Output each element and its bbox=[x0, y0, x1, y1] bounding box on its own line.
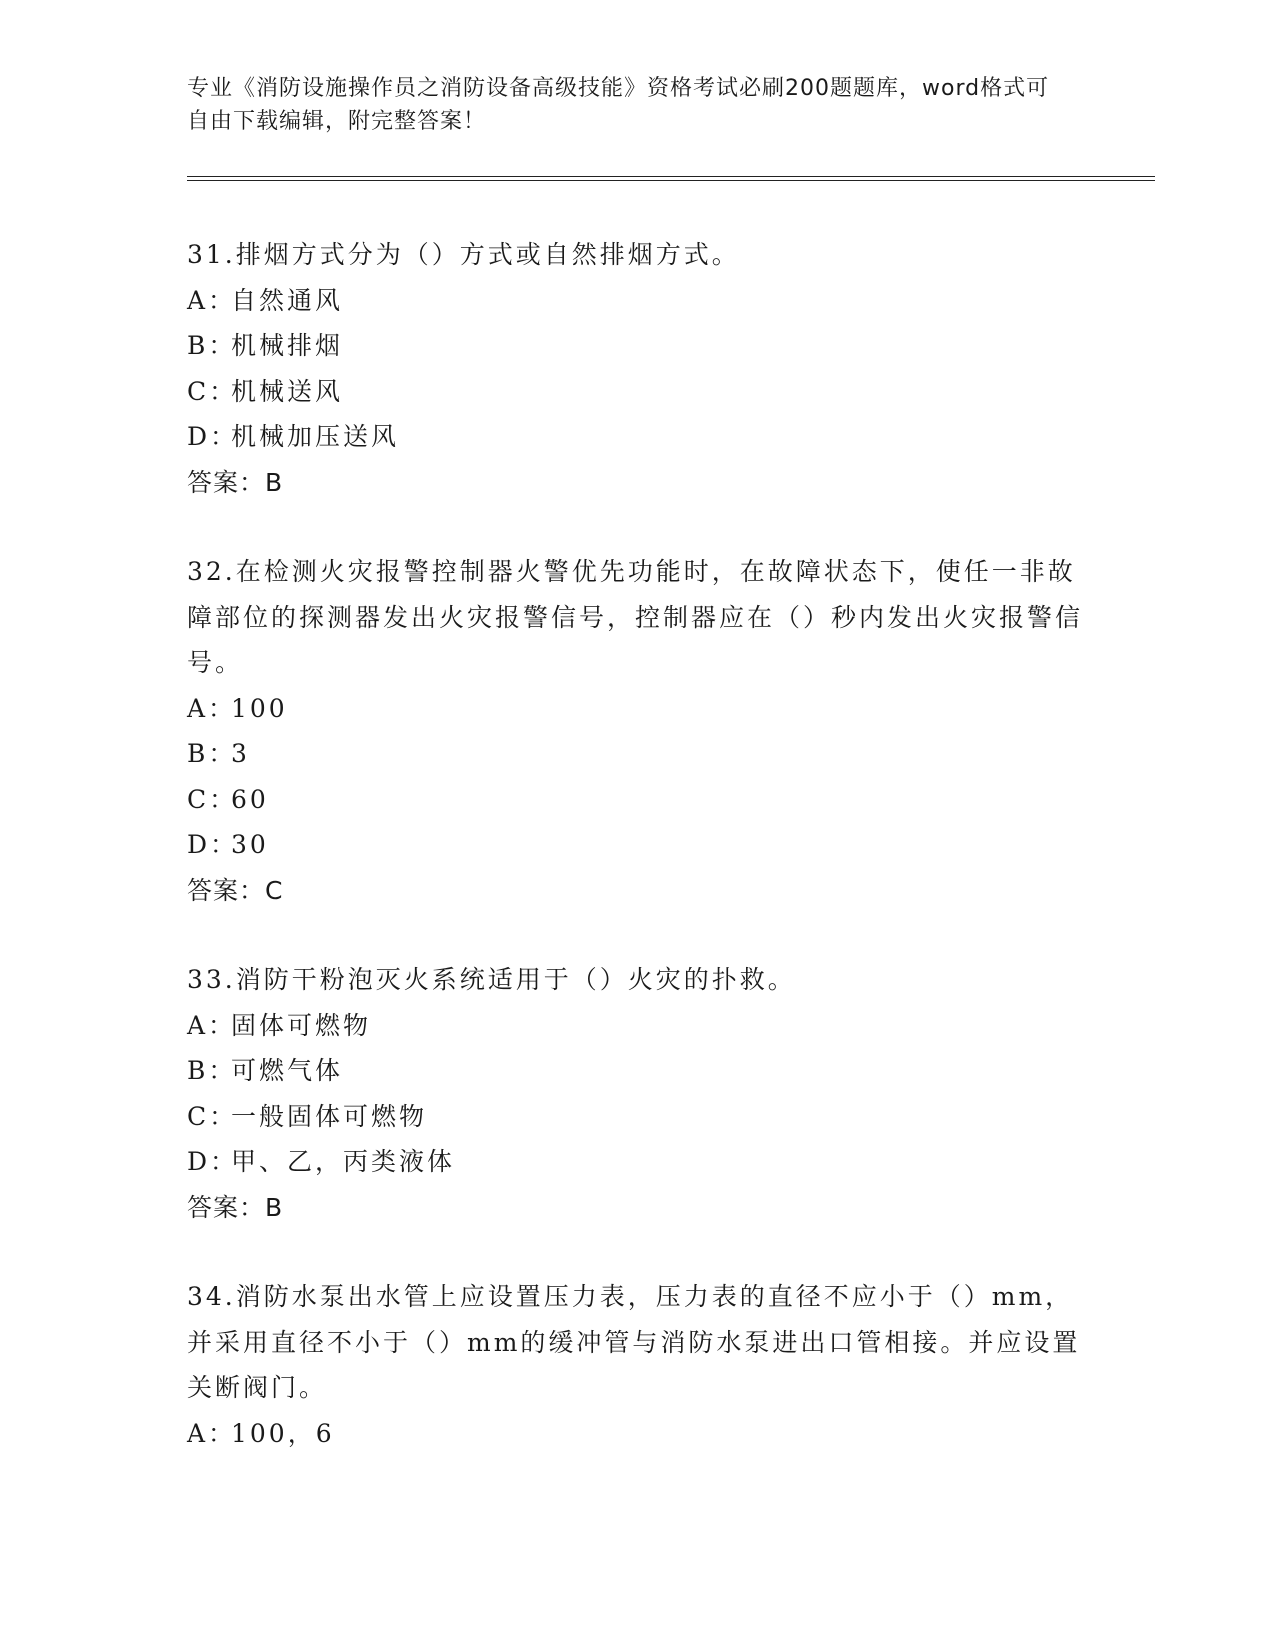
question-stem: 31.排烟方式分为（）方式或自然排烟方式。 bbox=[187, 240, 740, 269]
option-text: 机械加压送风 bbox=[231, 422, 400, 451]
option-c bbox=[187, 1094, 1087, 1140]
option-b bbox=[187, 731, 1087, 777]
question-list bbox=[187, 232, 1087, 1500]
option-key: C： bbox=[187, 784, 238, 814]
question-stem: 32.在检测火灾报警控制器火警优先功能时，在故障状态下，使任一非故障部位的探测器发出火灾报警信号，控制器应在（）秒内发出火灾报警信号。 bbox=[187, 557, 1084, 677]
option-key: B： bbox=[187, 739, 237, 768]
option-b bbox=[187, 1048, 1087, 1094]
answer-line: 答案：B bbox=[187, 1192, 284, 1222]
answer-line: 答案：C bbox=[187, 875, 284, 905]
header-divider bbox=[187, 176, 1155, 181]
option-text: 可燃气体 bbox=[231, 1056, 344, 1085]
option-text: 100 bbox=[231, 693, 288, 723]
question-31 bbox=[187, 232, 1087, 505]
option-key: D： bbox=[187, 422, 239, 451]
option-text: 机械送风 bbox=[231, 376, 344, 406]
option-text: 30 bbox=[231, 830, 269, 859]
option-a bbox=[187, 278, 1087, 324]
document-header: 专业《消防设施操作员之消防设备高级技能》资格考试必刷200题题库，word格式可自由下载编辑，附完整答案！ bbox=[187, 76, 1050, 134]
option-d bbox=[187, 1139, 1087, 1185]
option-d bbox=[187, 822, 1087, 868]
option-a bbox=[187, 1411, 1087, 1457]
option-text: 甲、乙，丙类液体 bbox=[231, 1147, 456, 1176]
option-text: 100，6 bbox=[231, 1418, 335, 1448]
option-key: A： bbox=[187, 285, 237, 315]
option-d bbox=[187, 414, 1087, 460]
option-key: A： bbox=[187, 1418, 237, 1448]
option-text: 固体可燃物 bbox=[231, 1010, 372, 1040]
option-key: A： bbox=[187, 1010, 237, 1040]
option-text: 一般固体可燃物 bbox=[231, 1101, 428, 1131]
option-a bbox=[187, 686, 1087, 732]
option-text: 60 bbox=[231, 784, 269, 814]
option-text: 机械排烟 bbox=[231, 331, 344, 360]
option-key: C： bbox=[187, 376, 238, 406]
question-stem: 33.消防干粉泡灭火系统适用于（）火灾的扑救。 bbox=[187, 965, 796, 994]
option-text: 自然通风 bbox=[231, 285, 344, 315]
option-key: B： bbox=[187, 1056, 237, 1085]
option-key: D： bbox=[187, 830, 239, 859]
question-33 bbox=[187, 957, 1087, 1230]
option-key: D： bbox=[187, 1147, 239, 1176]
option-key: C： bbox=[187, 1101, 238, 1131]
question-32 bbox=[187, 549, 1087, 913]
option-text: 3 bbox=[231, 739, 250, 768]
option-c bbox=[187, 777, 1087, 823]
question-stem: 34.消防水泵出水管上应设置压力表，压力表的直径不应小于（）mm，并采用直径不小于（）mm的缓冲管与消防水泵进出口管相接。并应设置关断阀门。 bbox=[187, 1282, 1081, 1402]
option-key: B： bbox=[187, 331, 237, 360]
option-b bbox=[187, 323, 1087, 369]
question-34 bbox=[187, 1274, 1087, 1456]
option-a bbox=[187, 1003, 1087, 1049]
option-c bbox=[187, 369, 1087, 415]
answer-line: 答案：B bbox=[187, 467, 284, 497]
option-key: A： bbox=[187, 693, 237, 723]
